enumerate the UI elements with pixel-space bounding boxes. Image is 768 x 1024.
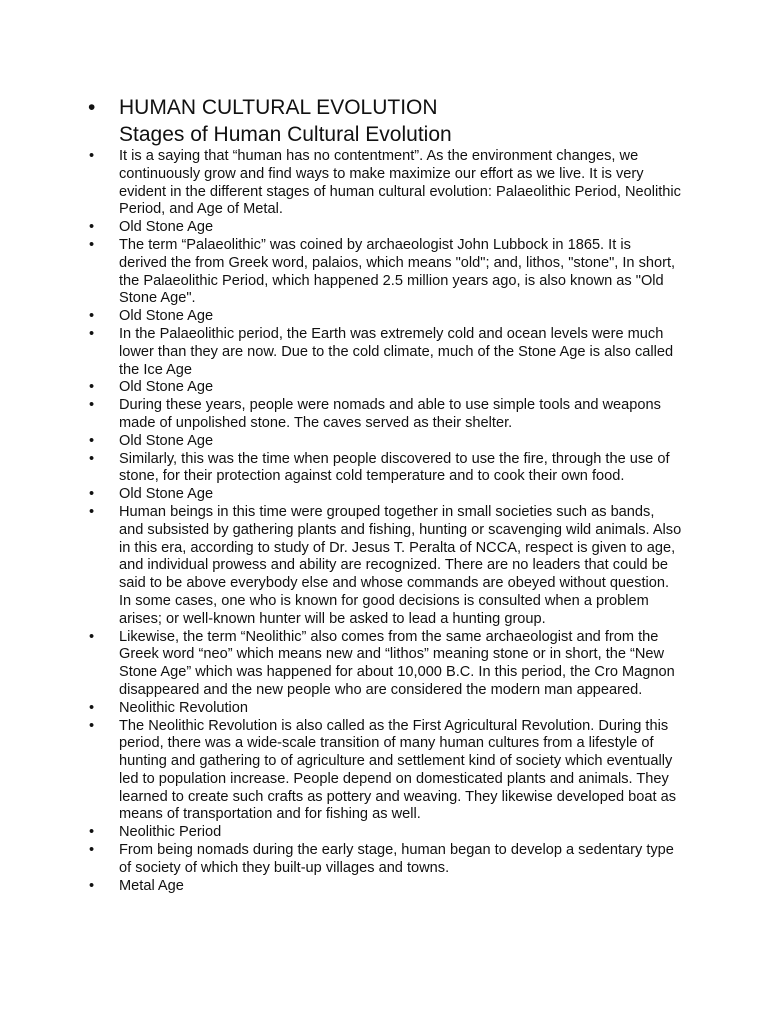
document-subtitle: Stages of Human Cultural Evolution [119,123,452,146]
list-item-text: Human beings in this time were grouped together in small societies such as bands, and subsisted by gathering plants and fishing, hunting or scavenging wild animals. Also in this era, according to study of Dr. Jesus T. Peralta of NCCA, respect is given to age, and individual prowess and ability are recognized. There are no leaders that could be said to be above everybody else and whose commands are obeyed without question. In some cases, one who is known for good decisions is consulted when a problem arises; or well-known hunter will be asked to lead a hunting group. [119,503,682,627]
bullet-icon: • [89,325,95,342]
list-item [0,433,768,451]
list-item [0,629,768,700]
list-item-text: The Neolithic Revolution is also called as the First Agricultural Revolution. During this period, there was a wide-scale transition of many human cultures from a lifestyle of hunting and gathering to of agriculture and settlement kind of society which eventually led to population increase. People depend on domesticated plants and animals. They learned to create such crafts as pottery and weaving. They likewise developed boat as means of transportation and for fishing as well. [119,717,677,823]
list-item-text: During these years, people were nomads and able to use simple tools and weapons made of unpolished stone. The caves served as their shelter. [119,397,661,431]
bullet-icon: • [89,486,95,503]
list-item [0,148,768,219]
bullet-icon: • [89,397,95,414]
bullet-icon: • [89,308,95,325]
list-item [0,878,768,896]
list-item [0,824,768,842]
list-item [0,718,768,825]
list-item [0,237,768,308]
bullet-icon: • [89,824,95,841]
bullet-icon: • [89,877,95,894]
list-item [0,486,768,504]
list-item-text: It is a saying that “human has no contentment”. As the environment changes, we continuously grow and find ways to make maximize our effort as we live. It is very evident in the different stages of human cultural evolution: Palaeolithic Period, Neolithic Period, and Age of Metal. [119,148,681,218]
list-item [0,451,768,487]
list-item-text: In the Palaeolithic period, the Earth was extremely cold and ocean levels were much lower than they are now. Due to the cold climate, much of the Stone Age is also called the Ice Age [119,325,674,378]
bullet-icon: • [89,432,95,449]
list-item-text: Neolithic Period [119,824,222,841]
bullet-icon: • [89,699,95,716]
bullet-icon: • [89,219,95,236]
list-item-text: Old Stone Age [119,486,214,503]
bullet-list [0,148,768,895]
list-item-text: The term “Palaeolithic” was coined by archaeologist John Lubbock in 1865. It is derived the from Greek word, palaios, which means "old"; and, lithos, "stone", In short, the Palaeolithic Period, which happened 2.5 million years ago, is also known as "Old Stone Age". [119,236,676,307]
document-page [0,94,768,895]
list-item [0,379,768,397]
list-item [0,397,768,433]
bullet-icon: • [89,842,95,859]
bullet-icon: • [89,503,95,520]
list-item [0,326,768,379]
list-item [0,219,768,237]
bullet-icon: • [89,450,95,467]
bullet-icon: • [89,236,95,253]
document-title: HUMAN CULTURAL EVOLUTION [119,96,438,119]
bullet-icon: • [89,148,95,164]
list-item-text: Likewise, the term “Neolithic” also comes from the same archaeologist and from the Greek word “neo” which means new and “lithos” meaning stone or in short, the “New Stone Age” which was happened for about 10,000 B.C. In this period, the Cro Magnon disappeared and the new people who are considered the modern man appeared. [119,628,675,698]
list-item-text: Old Stone Age [119,432,214,449]
list-item [0,842,768,878]
list-item-text: Similarly, this was the time when people discovered to use the fire, through the use of stone, for their protection against cold temperature and to cook their own food. [119,450,670,485]
list-item [0,700,768,718]
list-item [0,308,768,326]
heading-block [0,94,768,148]
list-item-text: Old Stone Age [119,308,214,325]
bullet-icon: • [89,717,95,734]
list-item-text: Old Stone Age [119,379,214,396]
bullet-icon: • [88,96,96,119]
list-item-text: Old Stone Age [119,219,214,236]
list-item-text: Neolithic Revolution [119,699,248,716]
bullet-icon: • [89,379,95,396]
list-item [0,504,768,629]
list-item-text: Metal Age [119,877,184,894]
bullet-icon: • [89,628,95,645]
list-item-text: From being nomads during the early stage, human began to develop a sedentary type of society of which they built-up villages and towns. [119,842,674,876]
